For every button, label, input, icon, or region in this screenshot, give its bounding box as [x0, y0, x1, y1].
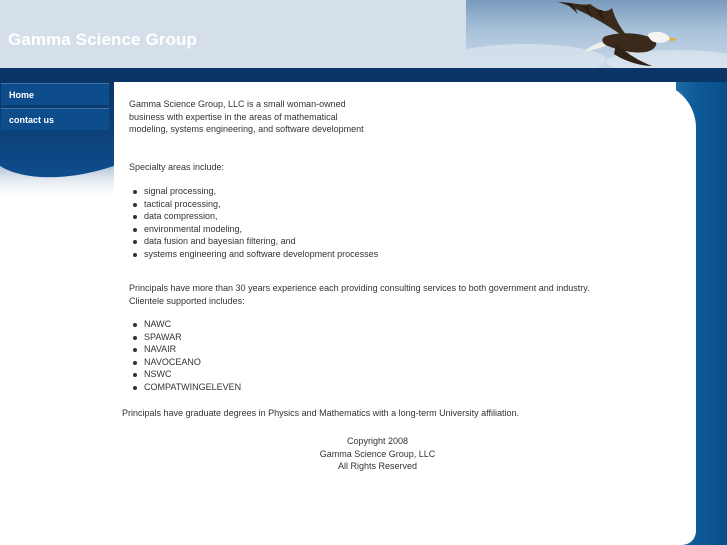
intro-line: business with expertise in the areas of mathematical [129, 111, 338, 122]
clientele-list [130, 318, 241, 393]
list-item: environmental modeling, [130, 223, 378, 236]
specialty-list [130, 185, 378, 260]
copyright-line: Gamma Science Group, LLC [319, 448, 436, 459]
intro-line: modeling, systems engineering, and software development [129, 124, 364, 134]
copyright-footer [270, 435, 485, 473]
copyright-line: All Rights Reserved [337, 461, 418, 471]
site-title: Gamma Science Group [8, 30, 197, 49]
eagle-icon [466, 0, 727, 68]
list-item: systems engineering and software development processes [130, 248, 378, 261]
main-content [114, 82, 696, 545]
list-item: NAVAIR [130, 343, 241, 356]
list-item: tactical processing, [130, 198, 378, 211]
eagle-header-image [466, 0, 727, 68]
specialty-heading: Specialty areas include: [129, 162, 225, 172]
nav-item-contact-us-label: contact us [9, 115, 55, 125]
nav-item-home-label: Home [9, 90, 35, 100]
nav-item-contact-us[interactable] [1, 108, 109, 130]
list-item: COMPATWINGELEVEN [130, 381, 241, 394]
list-item: data fusion and bayesian filtering, and [130, 235, 378, 248]
list-item: signal processing, [130, 185, 378, 198]
list-item: NSWC [130, 368, 241, 381]
nav-item-home[interactable] [1, 83, 109, 105]
principals-line: Principals have more than 30 years experience each providing consulting services to both government and industry. [129, 283, 590, 293]
copyright-line: Copyright 2008 [346, 436, 409, 446]
intro-line: Gamma Science Group, LLC is a small woman-owned [129, 99, 346, 109]
list-item: NAVOCEANO [130, 356, 241, 369]
list-item: data compression, [130, 210, 378, 223]
degrees-paragraph: Principals have graduate degrees in Physics and Mathematics with a long-term University affiliation. [122, 408, 520, 418]
principals-line: Clientele supported includes: [129, 295, 245, 306]
list-item: SPAWAR [130, 331, 241, 344]
header-divider-bar [0, 68, 727, 82]
header [0, 0, 727, 68]
principals-paragraph [129, 282, 609, 307]
intro-paragraph [129, 98, 389, 136]
sidebar [0, 82, 114, 545]
list-item: NAWC [130, 318, 241, 331]
